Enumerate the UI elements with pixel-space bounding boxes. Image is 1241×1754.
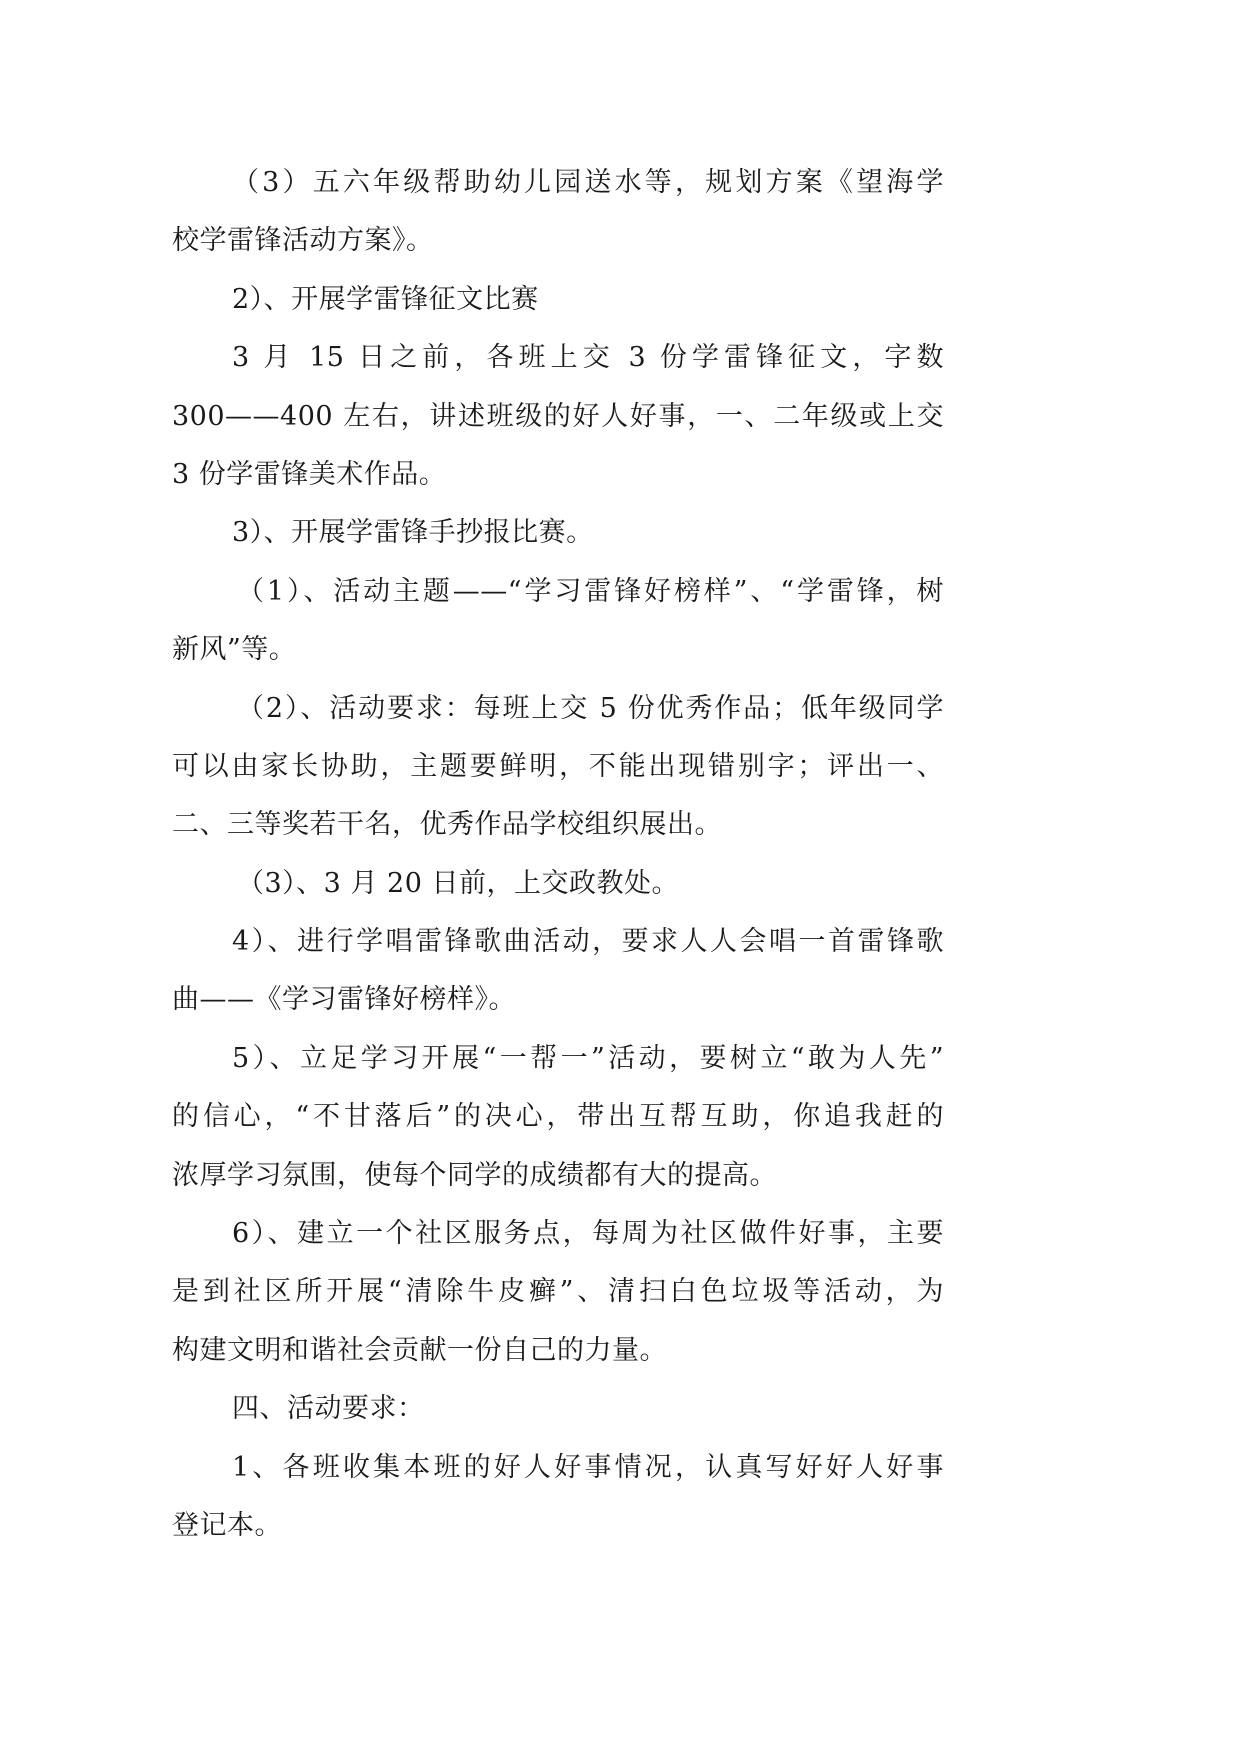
paragraph-handcopy-theme xyxy=(172,563,944,680)
paragraph-line: 4）、进行学唱雷锋歌曲活动，要求人人会唱一首雷锋歌 xyxy=(232,926,944,958)
paragraph-line: 浓厚学习氛围，使每个同学的成绩都有大的提高。 xyxy=(172,1159,777,1191)
paragraph-line: 3）、开展学雷锋手抄报比赛。 xyxy=(232,517,594,549)
paragraph-requirement-1 xyxy=(172,1439,944,1556)
paragraph-line: （3）、3 月 20 日前，上交政教处。 xyxy=(237,867,679,899)
section-heading-requirements xyxy=(172,1380,944,1438)
paragraph-line: （3）五六年级帮助幼儿园送水等，规划方案《望海学 xyxy=(232,167,944,198)
paragraph-line: 5）、立足学习开展“一帮一”活动，要树立“敢为人先” xyxy=(232,1042,944,1074)
paragraph-activity-kindergarten xyxy=(172,154,944,271)
section-heading: 四、活动要求： xyxy=(232,1393,425,1425)
paragraph-line: （1）、活动主题——“学习雷锋好榜样”、“学雷锋，树 xyxy=(237,575,944,607)
document-body xyxy=(172,154,944,1555)
paragraph-line: 登记本。 xyxy=(172,1509,282,1541)
paragraph-song-activity xyxy=(172,913,944,1030)
paragraph-line: 构建文明和谐社会贡献一份自己的力量。 xyxy=(172,1334,667,1366)
paragraph-line: 是到社区所开展“清除牛皮癣”、清扫白色垃圾等活动，为 xyxy=(172,1276,944,1308)
paragraph-line: （2）、活动要求：每班上交 5 份优秀作品；低年级同学 xyxy=(237,692,944,724)
paragraph-essay-heading xyxy=(172,271,944,329)
paragraph-line: 二、三等奖若干名，优秀作品学校组织展出。 xyxy=(172,809,722,841)
paragraph-essay-details xyxy=(172,329,944,504)
paragraph-line: 2）、开展学雷锋征文比赛 xyxy=(232,283,539,315)
paragraph-handcopy-requirements xyxy=(172,680,944,855)
paragraph-handcopy-deadline xyxy=(172,855,944,913)
paragraph-line: 6）、建立一个社区服务点，每周为社区做件好事，主要 xyxy=(232,1218,944,1250)
paragraph-community-service xyxy=(172,1205,944,1380)
paragraph-handcopy-heading xyxy=(172,504,944,562)
paragraph-line: 3 份学雷锋美术作品。 xyxy=(172,458,447,490)
paragraph-line: 300——400 左右，讲述班级的好人好事，一、二年级或上交 xyxy=(172,400,944,432)
paragraph-peer-help xyxy=(172,1030,944,1205)
paragraph-line: 1、各班收集本班的好人好事情况，认真写好好人好事 xyxy=(232,1451,944,1483)
paragraph-line: 新风”等。 xyxy=(172,634,297,666)
paragraph-line: 曲——《学习雷锋好榜样》。 xyxy=(172,984,516,1016)
paragraph-line: 校学雷锋活动方案》。 xyxy=(172,225,434,257)
paragraph-line: 3 月 15 日之前，各班上交 3 份学雷锋征文，字数 xyxy=(232,342,944,374)
paragraph-line: 可以由家长协助，主题要鲜明，不能出现错别字；评出一、 xyxy=(172,750,944,782)
paragraph-line: 的信心，“不甘落后”的决心，带出互帮互助，你追我赶的 xyxy=(172,1101,944,1133)
